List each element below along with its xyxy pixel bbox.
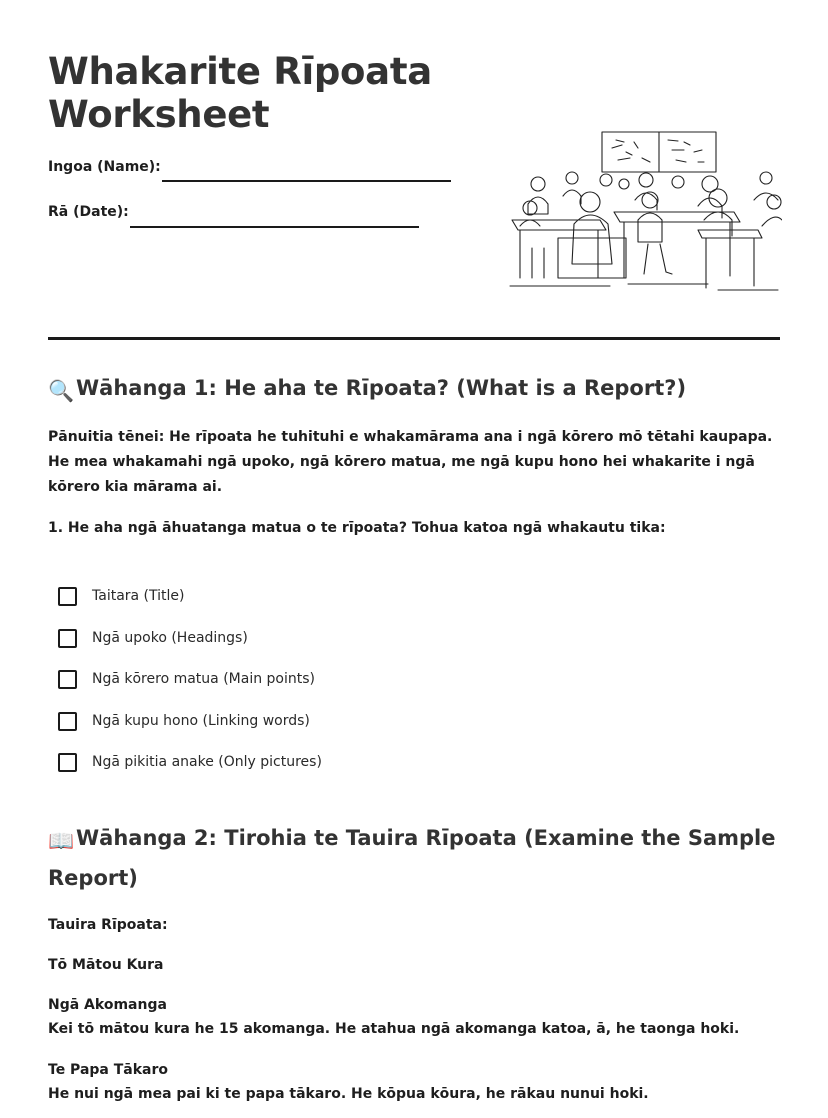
checkbox-item-linking-words[interactable] — [58, 709, 310, 733]
checkbox-item-title[interactable] — [58, 584, 184, 608]
section1-intro: Pānuitia tēnei: He rīpoata he tuhituhi e whakamārama ana i ngā kōrero mō tētahi kaupapa. He mea whakamahi ngā upoko, ngā kōrero matua, me ngā kupu hono hei whakarite i ngā kōrero kia mārama ai. — [48, 429, 773, 495]
title-line-1: Whakarite Rīpoata — [48, 50, 432, 93]
section2-heading-line-2: Report) — [48, 866, 138, 890]
checkbox-item-headings[interactable] — [58, 626, 248, 650]
title-line-2: Worksheet — [48, 93, 270, 136]
date-field-line[interactable] — [130, 226, 419, 228]
sample-report-label: Tauira Rīpoata: — [48, 917, 168, 933]
date-label: Rā (Date): — [48, 204, 129, 220]
checkbox[interactable] — [58, 629, 77, 648]
checkbox-item-main-points[interactable] — [58, 667, 315, 691]
classroom-illustration — [508, 128, 782, 293]
checkbox-label: Taitara (Title) — [92, 588, 185, 604]
checkbox-label: Ngā upoko (Headings) — [92, 630, 248, 646]
checkbox[interactable] — [58, 753, 77, 772]
question-1: 1. He aha ngā āhuatanga matua o te rīpoata? Tohua katoa ngā whakautu tika: — [48, 520, 666, 536]
sample-subsection-text: He nui ngā mea pai ki te papa tākaro. He kōpua kōura, he rākau nunui hoki. — [48, 1086, 649, 1102]
checkbox-label: Ngā pikitia anake (Only pictures) — [92, 754, 322, 770]
checkbox[interactable] — [58, 712, 77, 731]
name-field-line[interactable] — [162, 180, 451, 182]
section1-heading-text: Wāhanga 1: He aha te Rīpoata? (What is a Report?) — [76, 376, 687, 400]
checkbox-label: Ngā kupu hono (Linking words) — [92, 713, 310, 729]
magnifying-glass-icon: 🔍 — [48, 379, 75, 403]
sample-subsection-heading: Te Papa Tākaro — [48, 1062, 169, 1078]
sample-subsection-heading: Ngā Akomanga — [48, 997, 167, 1013]
sample-report-title: Tō Mātou Kura — [48, 957, 164, 973]
section2-heading-line-1: Wāhanga 2: Tirohia te Tauira Rīpoata (Examine the Sample — [76, 826, 776, 850]
open-book-icon: 📖 — [48, 829, 75, 853]
section2-heading — [48, 820, 788, 897]
name-label: Ingoa (Name): — [48, 159, 161, 175]
checkbox[interactable] — [58, 587, 77, 606]
sample-subsection-text: Kei tō mātou kura he 15 akomanga. He atahua ngā akomanga katoa, ā, he taonga hoki. — [48, 1021, 740, 1037]
page-title — [48, 50, 432, 136]
checkbox-item-only-pictures[interactable] — [58, 750, 322, 774]
checkbox[interactable] — [58, 670, 77, 689]
section1-heading — [48, 370, 788, 410]
checkbox-label: Ngā kōrero matua (Main points) — [92, 671, 315, 687]
header-divider — [48, 337, 780, 340]
